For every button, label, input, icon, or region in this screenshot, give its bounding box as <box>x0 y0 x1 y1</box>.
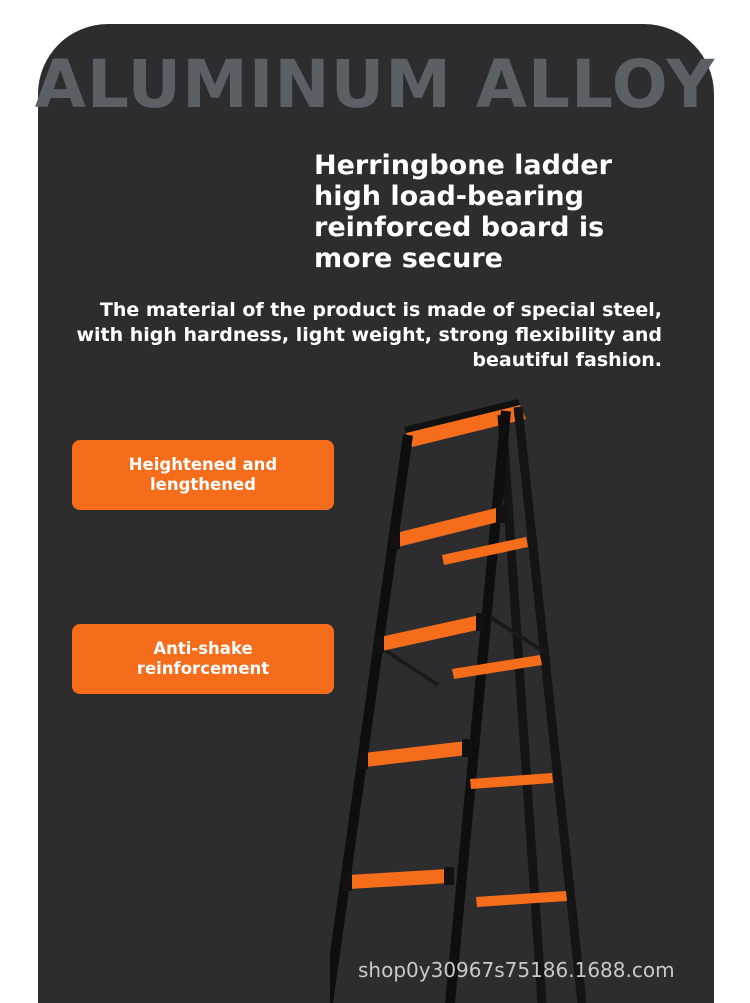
ladder-back-step <box>452 655 542 679</box>
feature-badge-label: Heightened and lengthened <box>128 455 278 494</box>
ladder-back-step <box>470 773 553 789</box>
ladder-front-step <box>380 615 482 651</box>
feature-badge-anti-shake <box>72 624 334 694</box>
ladder-back-rail <box>518 407 582 1003</box>
ladder-brace <box>380 647 438 685</box>
ladder-back-step <box>476 891 567 907</box>
shop-watermark: shop0y30967s75186.1688.com <box>358 958 675 982</box>
ladder-front-step <box>348 869 449 889</box>
ladder-front-rail <box>330 435 408 1003</box>
ladder-front-step <box>396 507 502 547</box>
ladder-image <box>330 385 600 1003</box>
ladder-back-rail <box>502 415 542 1003</box>
product-headline: Herringbone ladder high load-bearing reinforced board is more secure <box>314 150 612 274</box>
ladder-front-step <box>364 741 467 767</box>
feature-badge-label: Anti-shake reinforcement <box>136 639 270 678</box>
product-description: The material of the product is made of special steel, with high hardness, light weight, strong flexibility and beautiful fashion. <box>76 299 662 371</box>
feature-badge-heightened <box>72 440 334 510</box>
ladder-front-rail <box>450 411 506 1003</box>
page-title: ALUMINUM ALLOY <box>34 46 716 123</box>
